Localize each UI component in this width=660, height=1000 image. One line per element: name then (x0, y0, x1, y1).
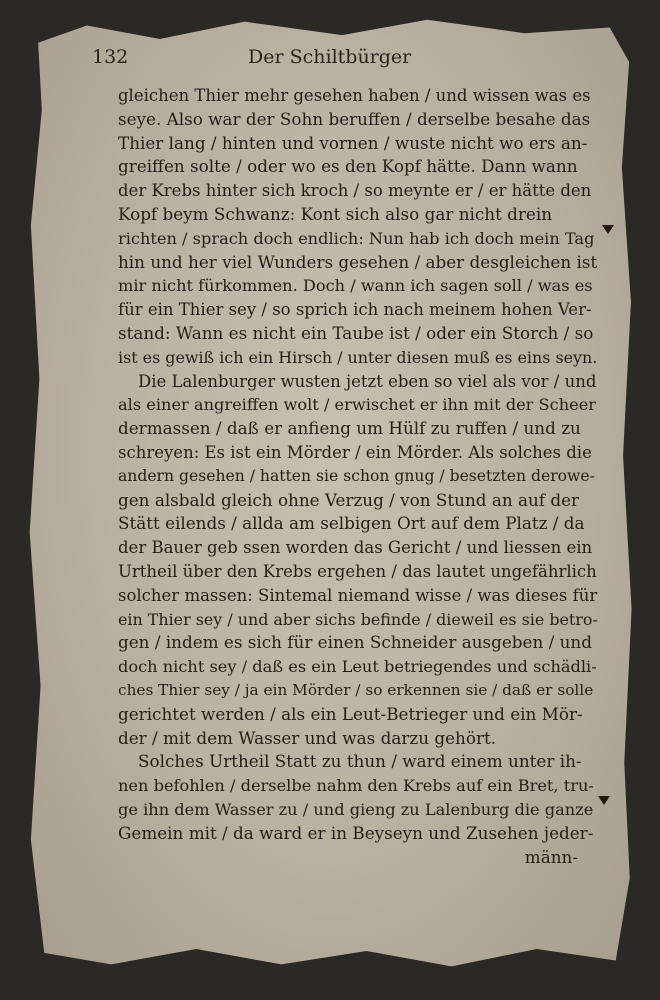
text-line: Gemein mit / da ward er in Beyseyn und Zusehen jeder- (118, 822, 594, 843)
text-line: richten / sprach doch endlich: Nun hab ich doch mein Tag (118, 228, 595, 248)
text-line: stand: Wann es nicht ein Taube ist / oder ein Storch / so (118, 322, 594, 343)
text-line: hin und her viel Wunders gesehen / aber desgleichen ist (118, 251, 598, 272)
page-number: 132 (92, 46, 129, 68)
text-line: Die Lalenburger wusten jetzt eben so viel als vor / und (138, 371, 597, 391)
text-line: Urtheil über den Krebs ergehen / das lautet ungefährlich (118, 561, 597, 581)
text-line: gen / indem es sich für einen Schneider ausgeben / und (118, 632, 592, 653)
text-line: ge ihn dem Wasser zu / und gieng zu Lalenburg die ganze (118, 799, 594, 819)
text-line: mir nicht fürkommen. Doch / wann ich sagen soll / was es (118, 276, 593, 296)
text-line: der Krebs hinter sich kroch / so meynte er / er hätte den (118, 181, 592, 201)
text-line: gleichen Thier mehr gesehen haben / und wissen was es (118, 86, 591, 105)
margin-mark (598, 796, 610, 805)
text-line: der / mit dem Wasser und was darzu gehört. (118, 727, 497, 748)
text-line: solcher massen: Sintemal niemand wisse / was dieses für (118, 585, 598, 605)
text-line: nen befohlen / derselbe nahm den Krebs auf ein Bret, tru- (118, 776, 594, 796)
text-line: schreyen: Es ist ein Mörder / ein Mörder. Als solches die (118, 442, 592, 462)
body-text (118, 84, 598, 869)
text-line: ein Thier sey / und aber sichs befinde / dieweil es sie betro- (118, 609, 598, 629)
text-line: greiffen solte / oder wo es den Kopf hätte. Dann wann (118, 156, 578, 177)
text-line: Solches Urtheil Statt zu thun / ward einem unter ih- (138, 751, 582, 772)
text-line: gerichtet werden / als ein Leut-Betrieger und ein Mör- (118, 703, 583, 724)
margin-mark (602, 225, 614, 234)
text-line: als einer angreiffen wolt / erwischet er ihn mit der Scheer (118, 395, 597, 415)
text-line: dermassen / daß er anfieng um Hülf zu ruffen / und zu (118, 418, 581, 439)
text-line: Kopf beym Schwanz: Kont sich also gar nicht drein (118, 203, 553, 224)
text-line: ist es gewiß ich ein Hirsch / unter diesen muß es eins seyn. (118, 347, 598, 367)
text-line: doch nicht sey / daß es ein Leut betriegendes und schädli- (118, 657, 597, 677)
catchword: männ- (524, 846, 578, 867)
text-line: Thier lang / hinten und vornen / wuste nicht wo ers an- (118, 132, 588, 153)
text-line: für ein Thier sey / so sprich ich nach meinem hohen Ver- (118, 300, 592, 320)
text-line: Stätt eilends / allda am selbigen Ort auf dem Platz / da (118, 513, 585, 534)
text-line: andern gesehen / hatten sie schon gnug / besetzten derowe- (118, 466, 595, 485)
page-header (92, 46, 452, 76)
text-line: der Bauer geb ssen worden das Gericht / und liessen ein (118, 538, 593, 558)
text-line: seye. Also war der Sohn beruffen / derselbe besahe das (118, 108, 591, 129)
running-title: Der Schiltbürger (248, 46, 412, 68)
text-line: ches Thier sey / ja ein Mörder / so erkennen sie / daß er solle (118, 680, 594, 699)
text-line: gen alsbald gleich ohne Verzug / von Stund an auf der (118, 489, 580, 510)
